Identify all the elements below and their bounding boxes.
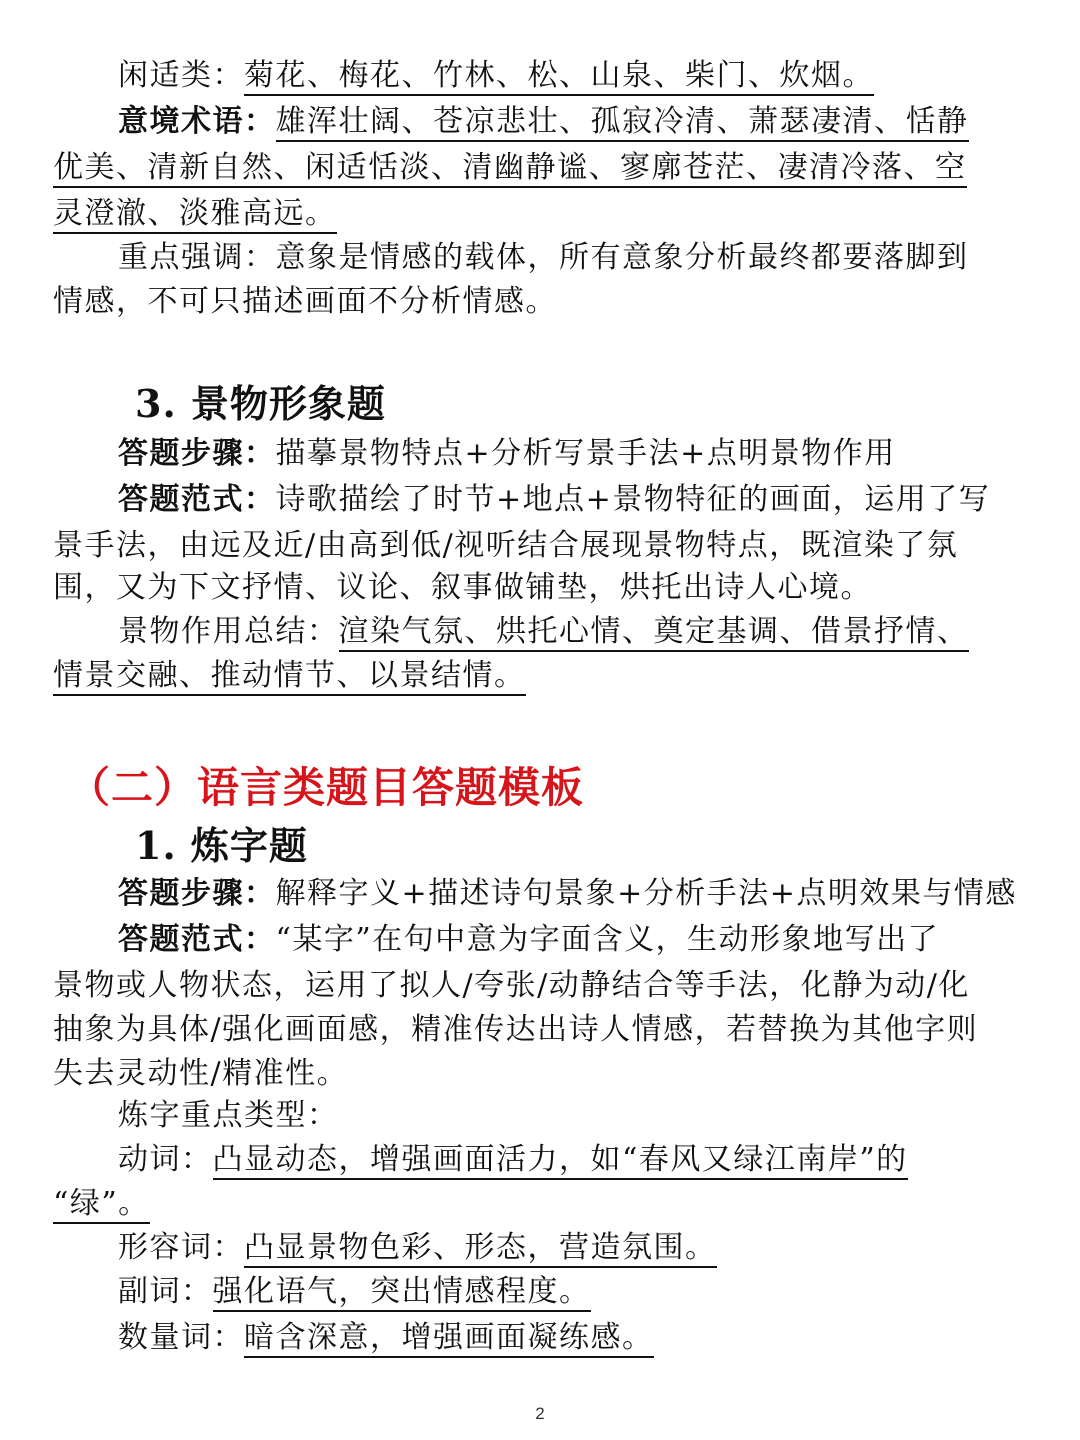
verb-label: 动词： [118,1142,213,1177]
section-1-template-line-1 [118,920,1028,960]
adjective-text: 凸显景物色彩、形态，营造氛围。 [244,1230,717,1268]
emphasis-text-1: 意象是情感的载体，所有意象分析最终都要落脚到 [275,240,969,275]
mood-terms-text-2: 优美、清新自然、闲适恬淡、清幽静谧、寥廓苍茫、凄清冷落、空 [53,150,967,188]
mood-terms-text-1: 雄浑壮阔、苍凉悲壮、孤寂冷清、萧瑟凄清、恬静 [276,104,969,142]
adverb-text: 强化语气，突出情感程度。 [213,1274,591,1312]
section-1-template-line-2 [53,966,1028,1006]
section-3-summary-line-2 [53,656,1028,696]
leisure-line [118,56,1028,96]
section-3-steps-line [118,434,1028,474]
leisure-label: 闲适类： [118,58,244,93]
section-3-title: 3. 景物形象题 [135,381,386,426]
section-1-steps-text: 解释字义+描述诗句景象+分析手法+点明效果与情感 [275,876,1017,911]
page-number: 2 [535,1404,545,1423]
part-2-title: （二）语言类题目答题模板 [68,763,585,812]
section-1-steps-line [118,874,1028,914]
mood-terms-label: 意境术语： [118,104,276,139]
section-1-template-label: 答题范式： [118,922,276,957]
adverb-label: 副词： [118,1274,213,1309]
verb-line-2 [53,1184,1028,1224]
section-1-template-line-4 [53,1054,1028,1094]
section-3-steps-text: 描摹景物特点+分析写景手法+点明景物作用 [275,436,896,471]
adverb-line [118,1272,1028,1312]
section-1-template-text-1: “某字”在句中意为字面含义，生动形象地写出了 [275,922,940,957]
mood-terms-text-3: 灵澄澈、淡雅高远。 [53,196,337,234]
section-3-summary-text-2: 情景交融、推动情节、以景结情。 [53,658,526,696]
section-1-template-line-3 [53,1010,1028,1050]
section-3-summary-label: 景物作用总结： [118,614,339,649]
numeral-text: 暗含深意，增强画面凝练感。 [244,1320,654,1358]
section-1-types-label: 炼字重点类型： [118,1098,339,1133]
section-3-template-label: 答题范式： [118,482,276,517]
verb-line-1 [118,1140,1028,1180]
emphasis-line-1 [118,238,1028,278]
section-3-template-line-1 [118,480,1028,520]
mood-terms-line-3 [53,194,1028,234]
section-3-template-line-2 [53,526,1028,566]
section-3-summary-line-1 [118,612,1028,652]
section-1-template-text-4: 失去灵动性/精准性。 [53,1056,349,1091]
emphasis-text-2: 情感，不可只描述画面不分析情感。 [53,284,557,319]
verb-text-2: “绿”。 [53,1186,150,1224]
verb-text-1: 凸显动态，增强画面活力，如“春风又绿江南岸”的 [213,1142,908,1180]
section-1-template-text-2: 景物或人物状态，运用了拟人/夸张/动静结合等手法，化静为动/化 [53,968,970,1003]
mood-terms-line-2 [53,148,1028,188]
section-3-template-text-2: 景手法，由远及近/由高到低/视听结合展现景物特点，既渲染了氛 [53,528,959,563]
section-1-types-line [118,1096,1028,1136]
section-3-template-line-3 [53,568,1028,608]
section-3-template-text-3: 围，又为下文抒情、议论、叙事做铺垫，烘托出诗人心境。 [53,570,872,605]
mood-terms-line-1 [118,102,1028,142]
numeral-label: 数量词： [118,1320,244,1355]
numeral-line [118,1318,1028,1358]
section-3-template-text-1: 诗歌描绘了时节+地点+景物特征的画面，运用了写 [275,482,991,517]
adjective-label: 形容词： [118,1230,244,1265]
section-1-template-text-3: 抽象为具体/强化画面感，精准传达出诗人情感，若替换为其他字则 [53,1012,979,1047]
emphasis-line-2 [53,282,1028,322]
leisure-text: 菊花、梅花、竹林、松、山泉、柴门、炊烟。 [244,58,874,96]
adjective-line [118,1228,1028,1268]
section-1-steps-label: 答题步骤： [118,876,276,911]
section-1-title: 1. 炼字题 [135,823,308,868]
section-3-steps-label: 答题步骤： [118,436,276,471]
section-3-summary-text-1: 渲染气氛、烘托心情、奠定基调、借景抒情、 [339,614,969,652]
emphasis-label: 重点强调： [118,240,276,275]
